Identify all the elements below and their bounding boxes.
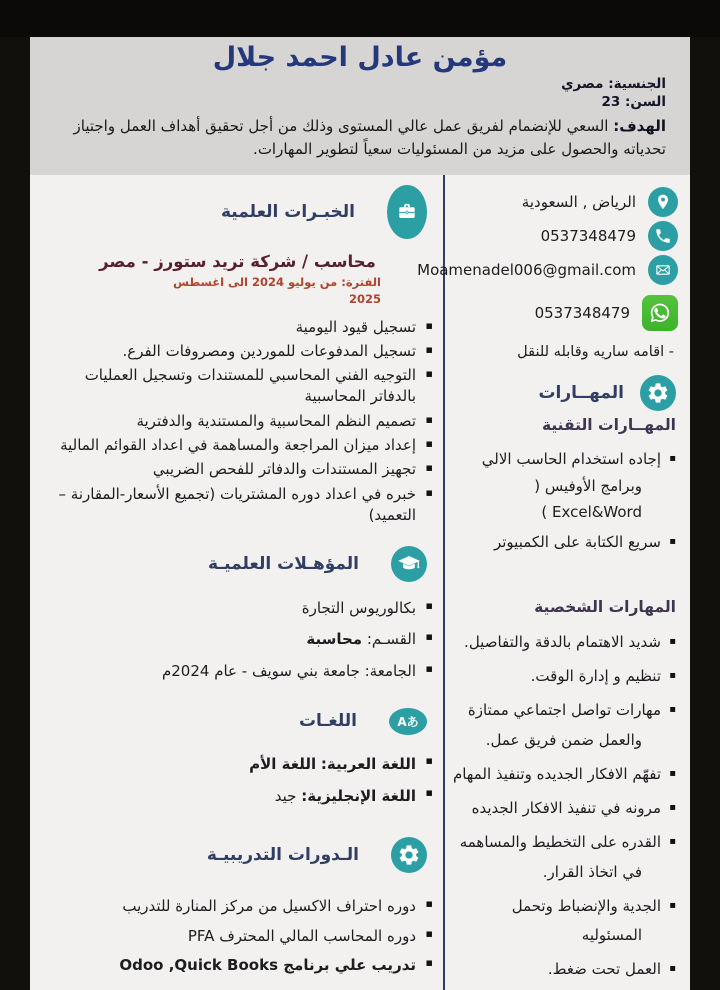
list-item: ▪ التوجيه الفني المحاسبي للمستندات وتسجيل العمليات بالدفاتر المحاسبية — [42, 365, 433, 408]
list-item: ▪ إعداد ميزان المراجعة والمساهمة في اعداد القوائم المالية — [42, 435, 433, 456]
age-label: السن: — [625, 94, 666, 111]
technical-skills-title: المهــارات التقنية — [541, 416, 676, 434]
meta-block — [54, 75, 666, 111]
sidebar — [417, 175, 690, 990]
arabic-label: اللغة العربية: — [320, 754, 416, 773]
briefcase-icon — [387, 185, 427, 239]
list-item: ▪ خبره في اعداد دوره المشتريات (تجميع الأسعار-المقارنة – التعميد) — [42, 484, 433, 527]
personal-skills-title: المهارات الشخصية — [534, 597, 676, 616]
whatsapp-text: 0537348479 — [534, 304, 630, 322]
list-item: ▪ دوره المحاسب المالي المحترف PFA — [42, 923, 433, 951]
technical-skills-list — [451, 446, 678, 556]
list-item: ▪ الجدية والإنضباط وتحمل المسئوليه — [451, 892, 678, 951]
age-value: 23 — [601, 94, 621, 111]
skills-title: المهــارات — [538, 383, 624, 403]
list-item: ▪ تفهّم الافكار الجديده وتنفيذ المهام — [451, 760, 678, 789]
skills-section-header — [451, 375, 678, 411]
job-period: الفترة: من يوليو 2024 الى اغسطس 2025 — [173, 275, 381, 307]
list-item: ▪ الجامعة: جامعة بني سويف - عام 2024م — [42, 657, 433, 686]
languages-section-header — [42, 708, 433, 735]
list-item: ▪ بكالوريوس التجارة — [42, 594, 433, 623]
nationality-label: الجنسية: — [608, 76, 666, 92]
translate-icon — [389, 708, 427, 735]
candidate-name: مؤمن عادل احمد جلال — [212, 42, 508, 73]
list-item — [42, 781, 433, 811]
english-value: جيد — [274, 786, 297, 805]
experience-section-header — [42, 185, 433, 239]
list-item: ▪ تسجيل قيود اليومية — [42, 317, 433, 338]
cv-body — [30, 175, 690, 990]
residency-note: - اقامه ساريه وقابله للنقل — [517, 344, 674, 360]
job-title: محاسب / شركة تريد ستورز - مصر — [99, 252, 376, 271]
list-item: ▪ مهارات تواصل اجتماعي ممتازة والعمل ضمن فريق عمل. — [451, 696, 678, 755]
objective-label: الهدف: — [613, 117, 666, 136]
map-pin-icon — [648, 187, 678, 217]
list-item: ▪ تجهيز المستندات والدفاتر للفحص الضريبي — [42, 459, 433, 480]
nationality-line — [54, 75, 666, 93]
phone-icon — [648, 221, 678, 251]
envelope-icon — [648, 255, 678, 285]
qualifications-title: المؤهـلات العلميـة — [208, 554, 359, 575]
list-item: ▪ العمل تحت ضغط. — [451, 955, 678, 984]
list-item: ▪ إجاده استخدام الحاسب الالي وبرامج الأوفيس ( Excel&Word ) — [451, 446, 678, 526]
list-item: ▪ تنظيم و إدارة الوقت. — [451, 662, 678, 691]
main-column — [30, 175, 443, 990]
arabic-value: اللغة الأم — [249, 754, 317, 773]
graduation-cap-icon — [391, 546, 427, 582]
list-item: ▪ سريع الكتابة على الكمبيوتر — [451, 529, 678, 556]
cv-page — [30, 37, 690, 979]
contact-whatsapp — [451, 295, 678, 331]
languages-list — [42, 749, 433, 811]
personal-skills-list — [451, 628, 678, 985]
courses-list — [42, 893, 433, 980]
list-item: ▪ دوره احتراف الاكسيل من مركز المنارة للتدريب — [42, 893, 433, 921]
gear-icon — [391, 837, 427, 873]
list-item: ▪ تدريب علي برنامج Odoo ,Quick Books — [42, 952, 433, 980]
experience-list — [42, 317, 433, 527]
list-item — [42, 625, 433, 654]
list-item: ▪ مرونه في تنفيذ الافكار الجديده — [451, 794, 678, 823]
nationality-value: مصري — [561, 76, 604, 92]
objective-text: السعي للإنضمام لفريق عمل عالي المستوى وذلك من أجل تحقيق أهداف العمل واجتياز تحدياته والحصول على مزيد من المسئوليات سعياً لتطوير المهارات. — [73, 117, 666, 158]
qualifications-list — [42, 594, 433, 686]
cv-header — [30, 37, 690, 175]
list-item — [42, 749, 433, 779]
courses-section-header — [42, 837, 433, 873]
dept-label: القسـم: — [366, 630, 416, 649]
list-item: ▪ تصميم النظم المحاسبية والمستندية والدفترية — [42, 411, 433, 432]
list-item: ▪ القدره على التخطيط والمساهمه في اتخاذ القرار. — [451, 828, 678, 887]
qualifications-section-header — [42, 546, 433, 582]
contact-location — [451, 187, 678, 217]
age-line — [54, 93, 666, 111]
location-text: الرياض , السعودية — [521, 193, 636, 211]
courses-title: الـدورات التدريبيـة — [206, 844, 359, 865]
phone-text: 0537348479 — [540, 227, 636, 245]
objective — [54, 115, 666, 160]
english-label: اللغة الإنجليزية: — [301, 786, 416, 805]
gear-icon — [640, 375, 676, 411]
contact-email — [417, 255, 678, 285]
contact-phone — [451, 221, 678, 251]
languages-title: اللغـات — [298, 711, 357, 732]
list-item: ▪ تسجيل المدفوعات للموردين ومصروفات الفرع. — [42, 341, 433, 362]
dept-value: محاسبة — [306, 630, 363, 649]
list-item: ▪ شديد الاهتمام بالدقة والتفاصيل. — [451, 628, 678, 657]
translate-glyph: Aあ — [397, 714, 419, 729]
email-text: Moamenadel006@gmail.com — [417, 261, 636, 279]
experience-title: الخبـرات العلمية — [220, 202, 355, 222]
whatsapp-icon — [642, 295, 678, 331]
